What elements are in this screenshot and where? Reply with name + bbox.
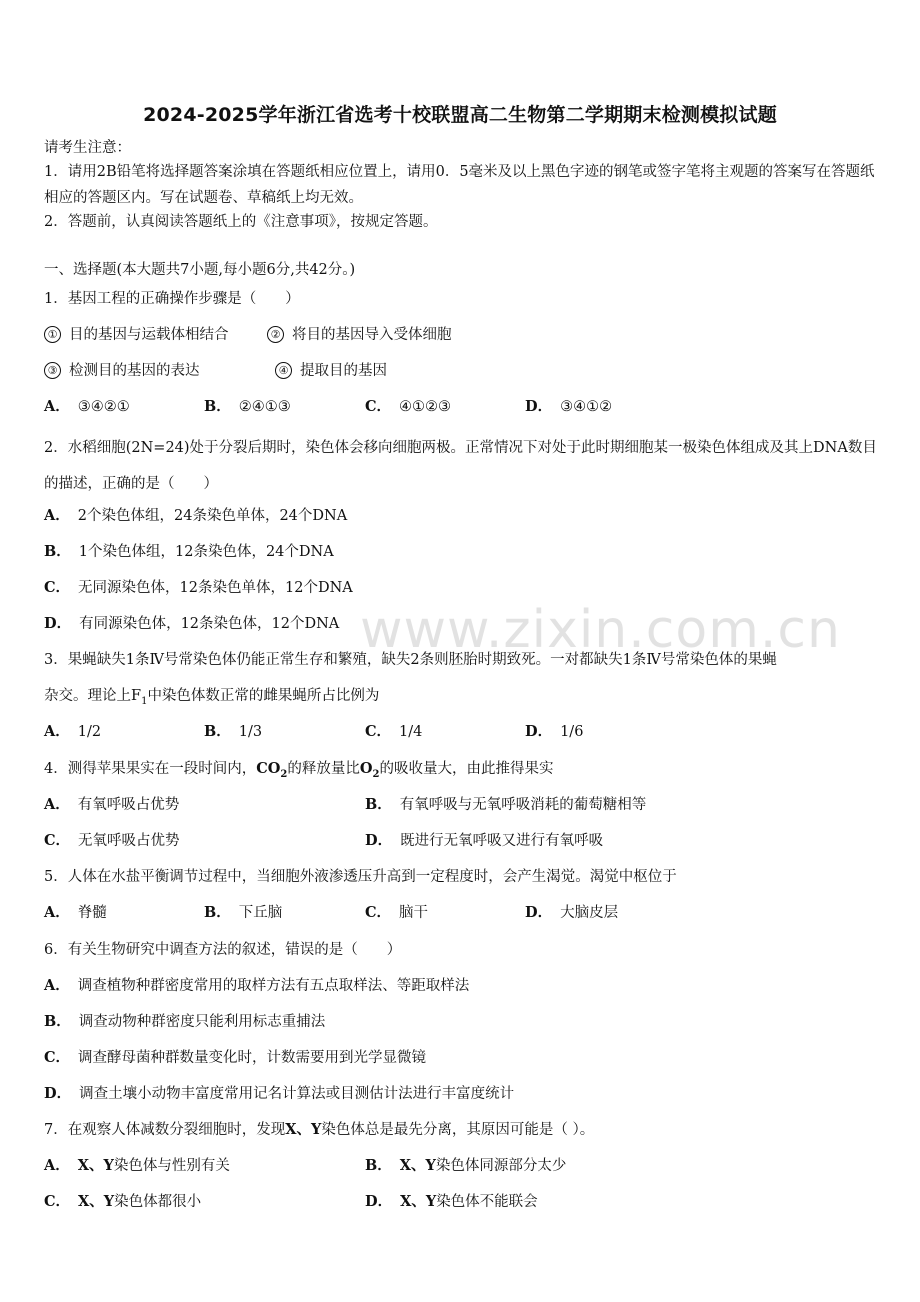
circled-number-icon: ③ [44,362,61,379]
q4-stem: 4．测得苹果果实在一段时间内，$CO_2$的释放量比$O_2$的吸收量大，由此推得果实 [44,760,554,780]
q6-option-d[interactable]: D． 调查土壤小动物丰富度常用记名计算法或目测估计法进行丰富度统计 [44,1085,515,1102]
q4-option-b[interactable]: B． 有氧呼吸与无氧呼吸消耗的葡萄糖相等 [365,796,647,813]
q1-step-1: ① 目的基因与运载体相结合 [44,325,229,345]
notice-item-1: 1．请用2B铅笔将选择题答案涂填在答题纸相应位置上，请用0．5毫米及以上黑色字迹的钢笔或签字笔将主观题的答案写在答题纸相应的答题区内。写在试题卷、草稿纸上均无效。 [44,164,875,206]
page-title: 2024-2025学年浙江省选考十校联盟高二生物第二学期期末检测模拟试题 [143,104,777,126]
q5-option-a[interactable]: A． 脊髓 [44,904,107,921]
q2-option-c[interactable]: C． 无同源染色体，12条染色单体，12个DNA [44,579,353,596]
q5-option-c[interactable]: C． 脑干 [365,904,429,921]
q7-option-d[interactable]: D． X、Y染色体不能联会 [365,1193,538,1210]
q1-option-b[interactable]: B． ②④①③ [204,398,291,415]
q1-option-a[interactable]: A． ③④②① [44,398,130,415]
q4-option-a[interactable]: A． 有氧呼吸占优势 [44,796,180,813]
notice-item-2: 2．答题前，认真阅读答题纸上的《注意事项》，按规定答题。 [44,214,438,230]
q2-stem: 2．水稻细胞(2N=24)处于分裂后期时，染色体会移向细胞两极。正常情况下对处于此时期细胞某一极染色体组成及其上DNA数目的描述，正确的是（ ） [44,440,877,492]
circled-number-icon: ② [267,326,284,343]
q3-stem-line-2: 杂交。理论上$F_1$中染色体数正常的雌果蝇所占比例为 [44,688,380,707]
q2-option-d[interactable]: D． 有同源染色体，12条染色体，12个DNA [44,615,340,632]
q3-option-c[interactable]: C． 1/4 [365,723,423,740]
q1-stem: 1．基因工程的正确操作步骤是（ ） [44,291,300,307]
notice-heading: 请考生注意： [44,140,131,156]
q1-step-4: ④ 提取目的基因 [275,361,387,381]
q3-option-a[interactable]: A． 1/2 [44,723,102,740]
q7-option-c[interactable]: C． X、Y染色体都很小 [44,1193,202,1210]
q6-stem: 6．有关生物研究中调查方法的叙述，错误的是（ ） [44,942,402,958]
q6-option-c[interactable]: C． 调查酵母菌种群数量变化时，计数需要用到光学显微镜 [44,1049,427,1066]
q3-stem-line-1: 3．果蝇缺失1条Ⅳ号常染色体仍能正常生存和繁殖，缺失2条则胚胎时期致死。一对都缺失1条Ⅳ号常染色体的果蝇 [44,652,777,668]
q5-option-b[interactable]: B． 下丘脑 [204,904,283,921]
q5-option-d[interactable]: D． 大脑皮层 [525,904,619,921]
q7-stem: 7．在观察人体减数分裂细胞时，发现X、Y染色体总是最先分离，其原因可能是（ ）。 [44,1121,595,1138]
q7-option-b[interactable]: B． X、Y染色体同源部分太少 [365,1157,567,1174]
q7-option-a[interactable]: A． X、Y染色体与性别有关 [44,1157,230,1174]
q1-step-3: ③ 检测目的基因的表达 [44,361,200,381]
q3-option-b[interactable]: B． 1/3 [204,723,263,740]
section-heading: 一、选择题(本大题共7小题,每小题6分,共42分。) [44,262,356,278]
q2-option-a[interactable]: A． 2个染色体组，24条染色单体，24个DNA [44,507,348,524]
watermark: www.zixin.com.cn [360,600,841,660]
circled-number-icon: ④ [275,362,292,379]
q6-option-a[interactable]: A． 调查植物种群密度常用的取样方法有五点取样法、等距取样法 [44,977,470,994]
q4-option-c[interactable]: C． 无氧呼吸占优势 [44,832,180,849]
q1-option-c[interactable]: C． ④①②③ [365,398,452,415]
q5-stem: 5．人体在水盐平衡调节过程中，当细胞外液渗透压升高到一定程度时，会产生渴觉。渴觉中枢位于 [44,869,677,885]
q1-option-d[interactable]: D． ③④①② [525,398,613,415]
q2-option-b[interactable]: B． 1个染色体组，12条染色体，24个DNA [44,543,334,560]
q6-option-b[interactable]: B． 调查动物种群密度只能利用标志重捕法 [44,1013,326,1030]
q3-option-d[interactable]: D． 1/6 [525,723,584,740]
circled-number-icon: ① [44,326,61,343]
q4-option-d[interactable]: D． 既进行无氧呼吸又进行有氧呼吸 [365,832,604,849]
q1-step-2: ② 将目的基因导入受体细胞 [267,325,452,345]
